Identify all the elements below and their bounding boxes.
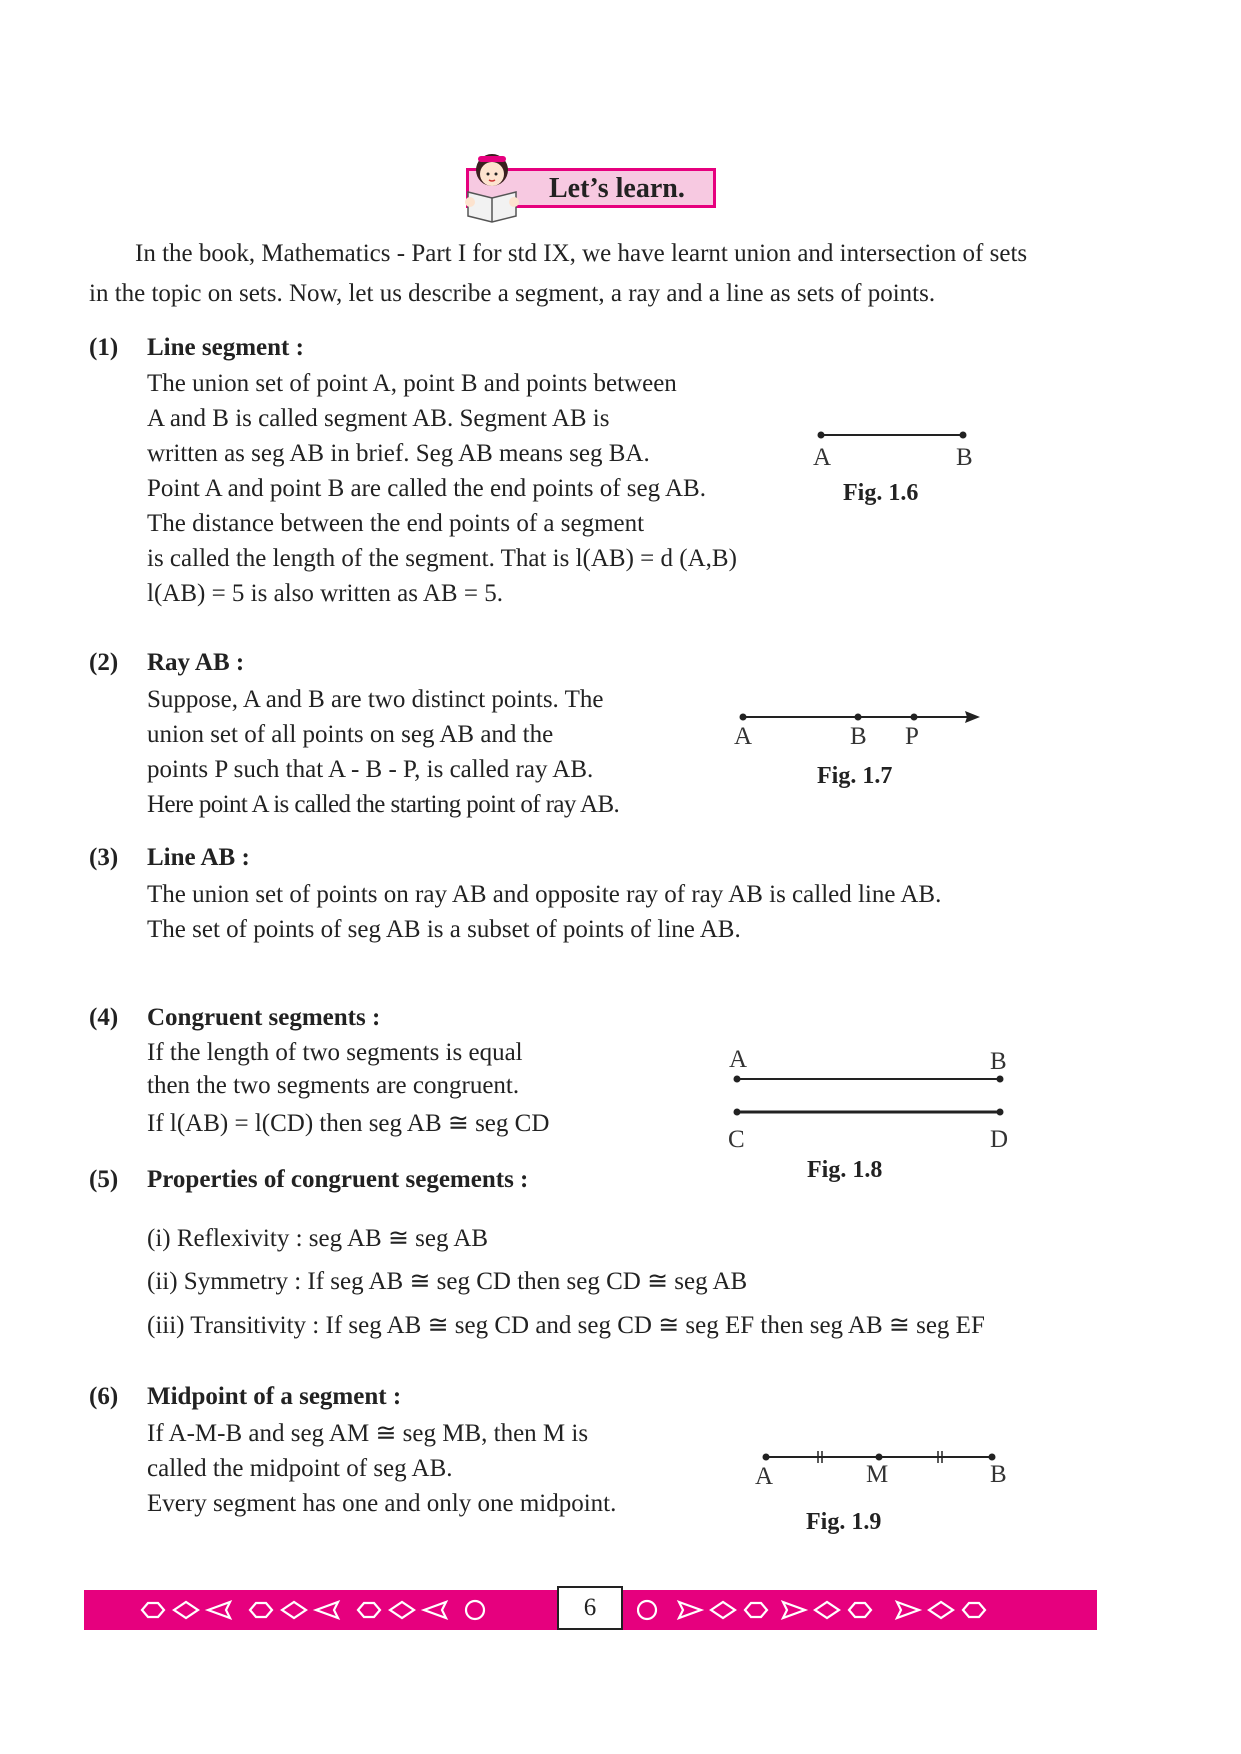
fig6-caption: Fig. 1.6 bbox=[843, 480, 919, 506]
section-5-heading: Properties of congruent segements : bbox=[147, 1166, 529, 1193]
fig6-label-b: B bbox=[956, 444, 973, 471]
section-5-number: (5) bbox=[89, 1166, 119, 1193]
figure-1-8-diagram bbox=[730, 1070, 1010, 1120]
section-6-number: (6) bbox=[89, 1383, 119, 1410]
fig7-label-b: B bbox=[850, 723, 867, 750]
section-1-line: The union set of point A, point B and points between bbox=[147, 370, 677, 397]
section-5-line: (ii) Symmetry : If seg AB ≅ seg CD then seg CD ≅ seg AB bbox=[147, 1268, 748, 1295]
girl-reading-icon bbox=[454, 146, 534, 226]
section-2-heading: Ray AB : bbox=[147, 649, 245, 676]
section-1-heading: Line segment : bbox=[147, 334, 304, 361]
section-4-number: (4) bbox=[89, 1004, 119, 1031]
page-number: 6 bbox=[557, 1586, 623, 1630]
fig9-label-b: B bbox=[990, 1461, 1007, 1488]
section-6-line: If A-M-B and seg AM ≅ seg MB, then M is bbox=[147, 1420, 589, 1447]
section-1-line: The distance between the end points of a segment bbox=[147, 510, 645, 537]
lets-learn-banner bbox=[466, 168, 716, 208]
section-2-number: (2) bbox=[89, 649, 119, 676]
section-4-heading: Congruent segments : bbox=[147, 1004, 381, 1031]
footer-shapes-left-icon bbox=[138, 1598, 558, 1622]
footer-shapes-right-icon bbox=[637, 1598, 1057, 1622]
section-2-line: points P such that A - B - P, is called ray AB. bbox=[147, 756, 594, 783]
section-4-line: If the length of two segments is equal bbox=[147, 1039, 523, 1066]
fig6-label-a: A bbox=[813, 444, 832, 471]
section-4-line: If l(AB) = l(CD) then seg AB ≅ seg CD bbox=[147, 1110, 550, 1137]
section-1-line: written as seg AB in brief. Seg AB means seg BA. bbox=[147, 440, 650, 467]
section-3-heading: Line AB : bbox=[147, 844, 250, 871]
section-5-line: (iii) Transitivity : If seg AB ≅ seg CD and seg CD ≅ seg EF then seg AB ≅ seg EF bbox=[147, 1312, 985, 1339]
fig7-caption: Fig. 1.7 bbox=[817, 763, 893, 789]
section-1-number: (1) bbox=[89, 334, 119, 361]
fig7-label-p: P bbox=[905, 723, 919, 750]
fig9-label-m: M bbox=[866, 1461, 889, 1488]
section-5-line: (i) Reflexivity : seg AB ≅ seg AB bbox=[147, 1225, 489, 1252]
fig9-caption: Fig. 1.9 bbox=[806, 1509, 882, 1535]
section-3-line: The union set of points on ray AB and opposite ray of ray AB is called line AB. bbox=[147, 881, 942, 908]
section-6-line: Every segment has one and only one midpoint. bbox=[147, 1490, 617, 1517]
intro-line-2: in the topic on sets. Now, let us describe a segment, a ray and a line as sets of points. bbox=[89, 280, 936, 307]
section-1-line: is called the length of the segment. That is l(AB) = d (A,B) bbox=[147, 545, 737, 572]
fig8-label-c: C bbox=[728, 1126, 745, 1153]
section-2-line: union set of all points on seg AB and the bbox=[147, 721, 554, 748]
figure-1-6-diagram bbox=[815, 425, 975, 485]
section-3-number: (3) bbox=[89, 844, 119, 871]
section-2-line: Suppose, A and B are two distinct points. The bbox=[147, 686, 604, 713]
section-6-heading: Midpoint of a segment : bbox=[147, 1383, 402, 1410]
fig8-label-d: D bbox=[990, 1126, 1009, 1153]
fig7-label-a: A bbox=[734, 723, 753, 750]
lets-learn-title: Let’s learn. bbox=[549, 173, 685, 204]
section-1-line: l(AB) = 5 is also written as AB = 5. bbox=[147, 580, 503, 607]
section-2-line: Here point A is called the starting point of ray AB. bbox=[147, 791, 620, 818]
fig8-label-a: A bbox=[729, 1046, 748, 1073]
section-4-line: then the two segments are congruent. bbox=[147, 1072, 520, 1099]
section-1-line: A and B is called segment AB. Segment AB is bbox=[147, 405, 610, 432]
section-1-line: Point A and point B are called the end points of seg AB. bbox=[147, 475, 706, 502]
section-6-line: called the midpoint of seg AB. bbox=[147, 1455, 453, 1482]
fig8-caption: Fig. 1.8 bbox=[807, 1157, 883, 1183]
fig8-label-b: B bbox=[990, 1048, 1007, 1075]
fig9-label-a: A bbox=[755, 1463, 774, 1490]
section-3-line: The set of points of seg AB is a subset of points of line AB. bbox=[147, 916, 741, 943]
intro-line-1: In the book, Mathematics - Part I for std IX, we have learnt union and intersection of sets bbox=[135, 240, 1028, 267]
